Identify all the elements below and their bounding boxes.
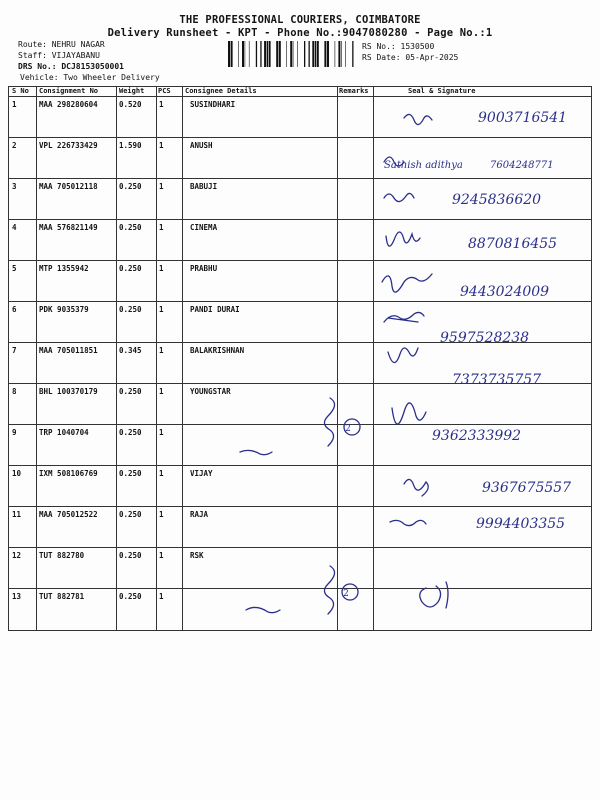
consignee-cell: PANDI DURAI (190, 305, 240, 314)
table-row (8, 137, 592, 178)
phone-4: 8870816455 (468, 236, 558, 252)
consignee-cell: YOUNGSTAR (190, 387, 231, 396)
sno-cell: 13 (12, 592, 22, 601)
consignment-cell: MTP 1355942 (39, 264, 89, 273)
weight-cell: 1.590 (119, 141, 142, 150)
sno-cell: 12 (12, 551, 22, 560)
consignment-cell: TUT 882781 (39, 592, 85, 601)
note-1: Sathish adithya (384, 160, 463, 171)
group-count-2: 2 (343, 589, 349, 599)
consignment-cell: PDK 9035379 (39, 305, 89, 314)
drs-value: DCJ8153050001 (61, 62, 124, 71)
phone-5: 9443024009 (460, 284, 550, 300)
consignment-cell: TUT 882780 (39, 551, 85, 560)
drs-label: DRS No.: (18, 62, 57, 71)
header-remarks: Remarks (339, 87, 369, 95)
table-row (8, 96, 592, 137)
consignment-cell: BHL 100370179 (39, 387, 98, 396)
consignee-cell: ANUSH (190, 141, 213, 150)
pcs-cell: 1 (159, 346, 164, 355)
table-row (8, 301, 592, 342)
header-consignment: Consignment No (39, 87, 99, 95)
phone-7: 7373735757 (452, 372, 542, 388)
consignment-cell: VPL 226733429 (39, 141, 98, 150)
weight-cell: 0.250 (119, 182, 142, 191)
consignment-cell: MAA 705012522 (39, 510, 98, 519)
phone-1: 9003716541 (478, 110, 568, 126)
sno-cell: 8 (12, 387, 17, 396)
sno-cell: 6 (12, 305, 17, 314)
pcs-cell: 1 (159, 387, 164, 396)
weight-cell: 0.250 (119, 305, 142, 314)
consignee-cell: RSK (190, 551, 204, 560)
sno-cell: 2 (12, 141, 17, 150)
weight-cell: 0.250 (119, 510, 142, 519)
table-row (8, 260, 592, 301)
header-consignee: Consignee Details (185, 87, 257, 95)
table-row (8, 506, 592, 547)
table-row (8, 465, 592, 506)
header-sno: S No (12, 87, 29, 95)
vehicle-label: Vehicle: (20, 73, 59, 82)
consignee-cell: VIJAY (190, 469, 213, 478)
rs-no-label: RS No.: (362, 42, 396, 51)
weight-cell: 0.250 (119, 387, 142, 396)
sno-cell: 1 (12, 100, 17, 109)
vehicle-value: Two Wheeler Delivery (63, 73, 160, 82)
consignee-cell: BABUJI (190, 182, 218, 191)
rs-date-label: RS Date: (362, 53, 401, 62)
table-row (8, 342, 592, 383)
consignee-cell: SUSINDHARI (190, 100, 236, 109)
sno-cell: 5 (12, 264, 17, 273)
route-line (18, 39, 105, 50)
weight-cell: 0.250 (119, 592, 142, 601)
rs-info (362, 41, 458, 63)
pcs-cell: 1 (159, 305, 164, 314)
weight-cell: 0.250 (119, 551, 142, 560)
pcs-cell: 1 (159, 223, 164, 232)
consignee-cell: BALAKRISHNAN (190, 346, 245, 355)
route-value: NEHRU NAGAR (51, 40, 105, 49)
phone-10: 9367675557 (482, 480, 572, 496)
phone-8: 9362333992 (432, 428, 522, 444)
consignment-cell: TRP 1040704 (39, 428, 89, 437)
weight-cell: 0.520 (119, 100, 142, 109)
sno-cell: 10 (12, 469, 22, 478)
pcs-cell: 1 (159, 510, 164, 519)
phone-3: 9245836620 (452, 192, 542, 208)
header-seal-signature: Seal & Signature (408, 87, 476, 95)
pcs-cell: 1 (159, 264, 164, 273)
vehicle-line (20, 72, 160, 83)
pcs-cell: 1 (159, 469, 164, 478)
staff-label: Staff: (18, 51, 47, 60)
table-row (8, 547, 592, 588)
route-label: Route: (18, 40, 47, 49)
runsheet-table (8, 86, 592, 631)
header-weight: Weight (119, 87, 145, 95)
company-title: THE PROFESSIONAL COURIERS, COIMBATORE (179, 14, 421, 26)
consignment-cell: IXM 508106769 (39, 469, 98, 478)
header-pcs: PCS (158, 87, 171, 95)
pcs-cell: 1 (159, 551, 164, 560)
rs-date-value: 05-Apr-2025 (405, 53, 459, 62)
phone-6: 9597528238 (440, 330, 530, 346)
weight-cell: 0.250 (119, 469, 142, 478)
consignment-cell: MAA 576821149 (39, 223, 98, 232)
consignment-cell: MAA 705012118 (39, 182, 98, 191)
sno-cell: 11 (12, 510, 22, 519)
phone-11: 9994403355 (476, 516, 566, 532)
sno-cell: 9 (12, 428, 17, 437)
consignment-cell: MAA 298280604 (39, 100, 98, 109)
pcs-cell: 1 (159, 141, 164, 150)
sno-cell: 4 (12, 223, 17, 232)
runsheet-subtitle: Delivery Runsheet - KPT - Phone No.:9047080280 - Page No.:1 (107, 27, 493, 39)
consignee-cell: PRABHU (190, 264, 218, 273)
pcs-cell: 1 (159, 428, 164, 437)
table-row (8, 178, 592, 219)
table-row (8, 383, 592, 424)
pcs-cell: 1 (159, 592, 164, 601)
drs-line (18, 61, 124, 72)
sno-cell: 7 (12, 346, 17, 355)
consignee-cell: CINEMA (190, 223, 218, 232)
staff-value: VIJAYABANU (51, 51, 100, 60)
sno-cell: 3 (12, 182, 17, 191)
table-row (8, 424, 592, 465)
rs-no-value: 1530500 (400, 42, 435, 51)
table-row (8, 219, 592, 260)
pcs-cell: 1 (159, 182, 164, 191)
barcode-image (228, 41, 354, 67)
table-row (8, 588, 592, 629)
weight-cell: 0.250 (119, 428, 142, 437)
consignment-cell: MAA 705011851 (39, 346, 98, 355)
weight-cell: 0.345 (119, 346, 142, 355)
pcs-cell: 1 (159, 100, 164, 109)
phone-2: 7604248771 (490, 160, 554, 171)
consignee-cell: RAJA (190, 510, 209, 519)
staff-line (18, 50, 100, 61)
weight-cell: 0.250 (119, 223, 142, 232)
group-count-1: 2 (345, 424, 351, 434)
weight-cell: 0.250 (119, 264, 142, 273)
